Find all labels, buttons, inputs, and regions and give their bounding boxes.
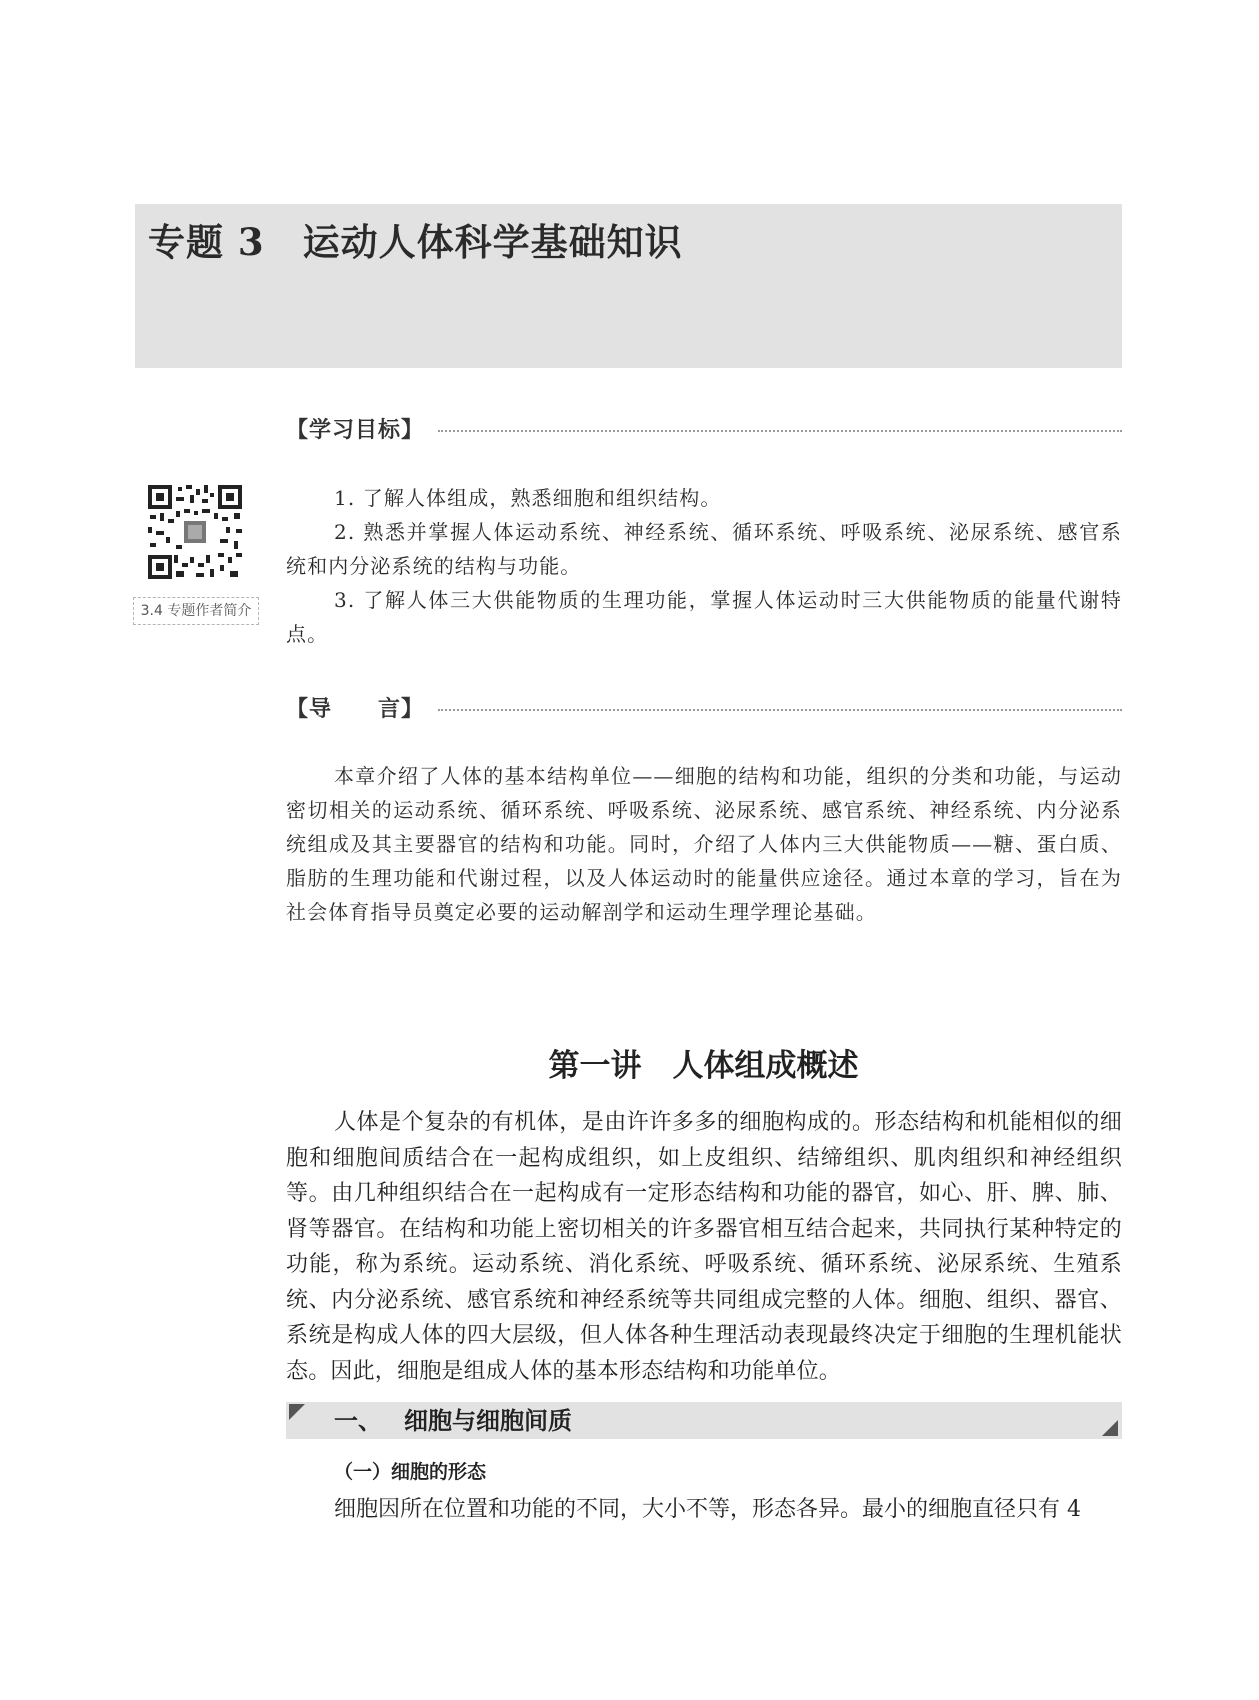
corner-triangle-icon [1102,1420,1118,1436]
qr-code-icon[interactable] [146,483,244,581]
section-title-text: 细胞与细胞间质 [404,1406,572,1435]
chapter-title-text: 运动人体科学基础知识 [302,220,683,264]
objectives-heading-label: 【学习目标】 [286,417,425,443]
chapter-title [148,212,683,266]
subsection-title: （一）细胞的形态 [334,1461,487,1483]
intro-paragraph [286,759,1122,929]
section-number: 一、 [334,1406,382,1435]
subsection-body [286,1492,1122,1527]
objective-item: 2. 熟悉并掌握人体运动系统、神经系统、循环系统、呼吸系统、泌尿系统、感官系统和内分泌系统的结构与功能。 [286,520,1122,578]
section-title [334,1404,572,1438]
subsection-text: 细胞因所在位置和功能的不同，大小不等，形态各异。最小的细胞直径只有 4 [334,1497,1081,1522]
qr-caption: 3.4 专题作者简介 [133,597,259,625]
intro-text: 本章介绍了人体的基本结构单位——细胞的结构和功能，组织的分类和功能，与运动密切相关的运动系统、循环系统、呼吸系统、泌尿系统、感官系统、神经系统、内分泌系统组成及其主要器官的结构和功能。同时，介绍了人体内三大供能物质——糖、蛋白质、脂肪的生理功能和代谢过程，以及人体运动时的能量供应途径。通过本章的学习，旨在为社会体育指导员奠定必要的运动解剖学和运动生理学理论基础。 [286,764,1122,924]
lecture-paragraph: 人体是个复杂的有机体，是由许许多多的细胞构成的。形态结构和机能相似的细胞和细胞间质结合在一起构成组织，如上皮组织、结缔组织、肌肉组织和神经组织等。由几种组织结合在一起构成有一定形态结构和功能的器官，如心、肝、脾、肺、肾等器官。在结构和功能上密切相关的许多器官相互结合起来，共同执行某种特定的功能，称为系统。运动系统、消化系统、呼吸系统、循环系统、泌尿系统、生殖系统、内分泌系统、感官系统和神经系统等共同组成完整的人体。细胞、组织、器官、系统是构成人体的四大层级，但人体各种生理活动表现最终决定于细胞的生理机能状态。因此，细胞是组成人体的基本形态结构和功能单位。 [286,1110,1122,1384]
chapter-number: 专题 3 [148,220,265,264]
intro-heading-label: 【导 言】 [286,696,425,722]
objective-item: 3. 了解人体三大供能物质的生理功能，掌握人体运动时三大供能物质的能量代谢特点。 [286,588,1122,646]
lecture-body [286,1105,1122,1389]
dotted-rule [438,430,1122,432]
objectives-heading [286,413,1122,444]
lecture-title: 第一讲 人体组成概述 [548,1048,859,1084]
objectives-list [286,481,1122,651]
dotted-rule [438,709,1122,711]
corner-triangle-icon [289,1404,305,1420]
intro-heading [286,692,1122,723]
objective-item: 1. 了解人体组成，熟悉细胞和组织结构。 [334,486,722,510]
